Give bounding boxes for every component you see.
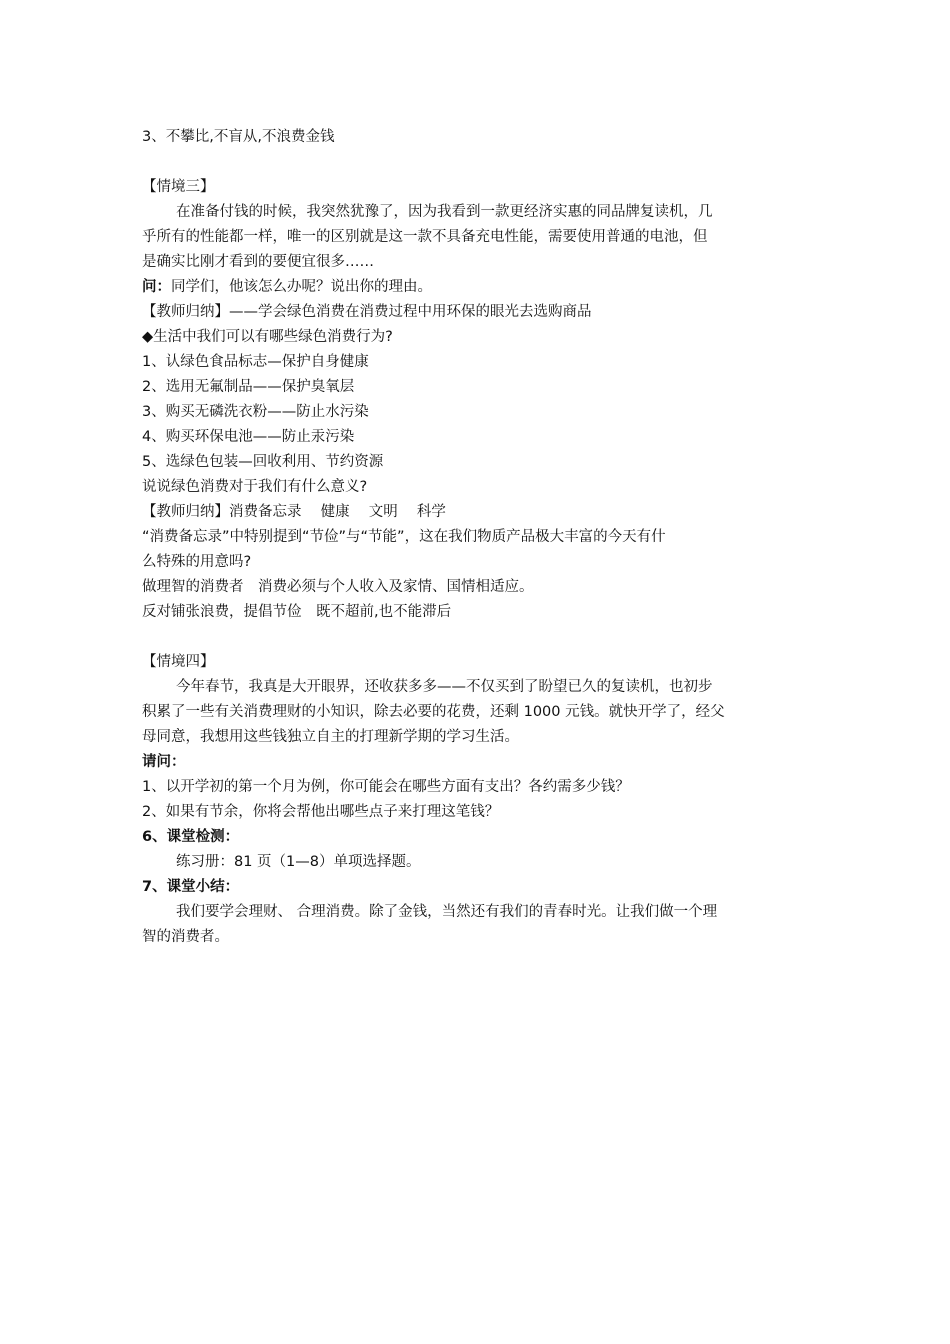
scenario-4-text-line-3: 母同意，我想用这些钱独立自主的打理新学期的学习生活。 [142,729,519,745]
green-item-3: 3、购买无磷洗衣粉——防止水污染 [142,404,369,420]
green-item-2: 2、选用无氟制品——保护臭氧层 [142,379,355,395]
question-line [142,277,432,297]
scenario-3-text-line-2: 乎所有的性能都一样，唯一的区别就是这一款不具备充电性能，需要使用普通的电池，但 [142,229,708,245]
green-item-1: 1、认绿色食品标志—保护自身健康 [142,354,369,370]
oppose-waste-line: 反对铺张浪费，提倡节俭 既不超前,也不能滞后 [142,604,452,620]
green-meaning-question: 说说绿色消费对于我们有什么意义? [142,479,368,495]
green-item-4: 4、购买环保电池——防止汞污染 [142,429,355,445]
section-6-text: 练习册：81 页（1—8）单项选择题。 [176,854,421,870]
green-item-5: 5、选绿色包装—回收利用、节约资源 [142,454,384,470]
section-6-heading: 6、课堂检测： [142,829,240,845]
principle-item-3: 3、不攀比,不盲从,不浪费金钱 [142,129,335,145]
section-7-heading: 7、课堂小结： [142,879,240,895]
scenario-3-heading: 【情境三】 [142,179,215,195]
please-ask-label: 请问： [142,754,186,770]
ask-item-1: 1、以开学初的第一个月为例，你可能会在哪些方面有支出？各约需多少钱？ [142,779,630,795]
teacher-summary-green: 【教师归纳】——学会绿色消费在消费过程中用环保的眼光去选购商品 [142,304,592,320]
scenario-3-text-line-1: 在准备付钱的时候，我突然犹豫了，因为我看到一款更经济实惠的同品牌复读机，几 [176,204,713,220]
scenario-4-heading: 【情境四】 [142,654,215,670]
green-consumption-question: ◆生活中我们可以有哪些绿色消费行为? [142,329,393,345]
scenario-4-text-line-2: 积累了一些有关消费理财的小知识，除去必要的花费，还剩 1000 元钱。就快开学了，经父 [142,704,725,720]
memo-text-line-1: “消费备忘录”中特别提到“节俭”与“节能”，这在我们物质产品极大丰富的今天有什 [142,529,666,545]
scenario-4-text-line-1: 今年春节，我真是大开眼界，还收获多多——不仅买到了盼望已久的复读机，也初步 [176,679,713,695]
memo-text-line-2: 么特殊的用意吗? [142,554,252,570]
ask-item-2: 2、如果有节余，你将会帮他出哪些点子来打理这笔钱？ [142,804,500,820]
question-label: 问： [142,279,171,295]
teacher-summary-memo: 【教师归纳】消费备忘录 健康 文明 科学 [142,504,446,520]
section-7-text-line-1: 我们要学会理财、 合理消费。除了金钱，当然还有我们的青春时光。让我们做一个理 [176,904,718,920]
scenario-3-text-line-3: 是确实比刚才看到的要便宜很多…… [142,254,374,270]
question-text: 同学们，他该怎么办呢？说出你的理由。 [171,279,432,295]
rational-consumer-line: 做理智的消费者 消费必须与个人收入及家情、国情相适应。 [142,579,534,595]
section-7-text-line-2: 智的消费者。 [142,929,229,945]
